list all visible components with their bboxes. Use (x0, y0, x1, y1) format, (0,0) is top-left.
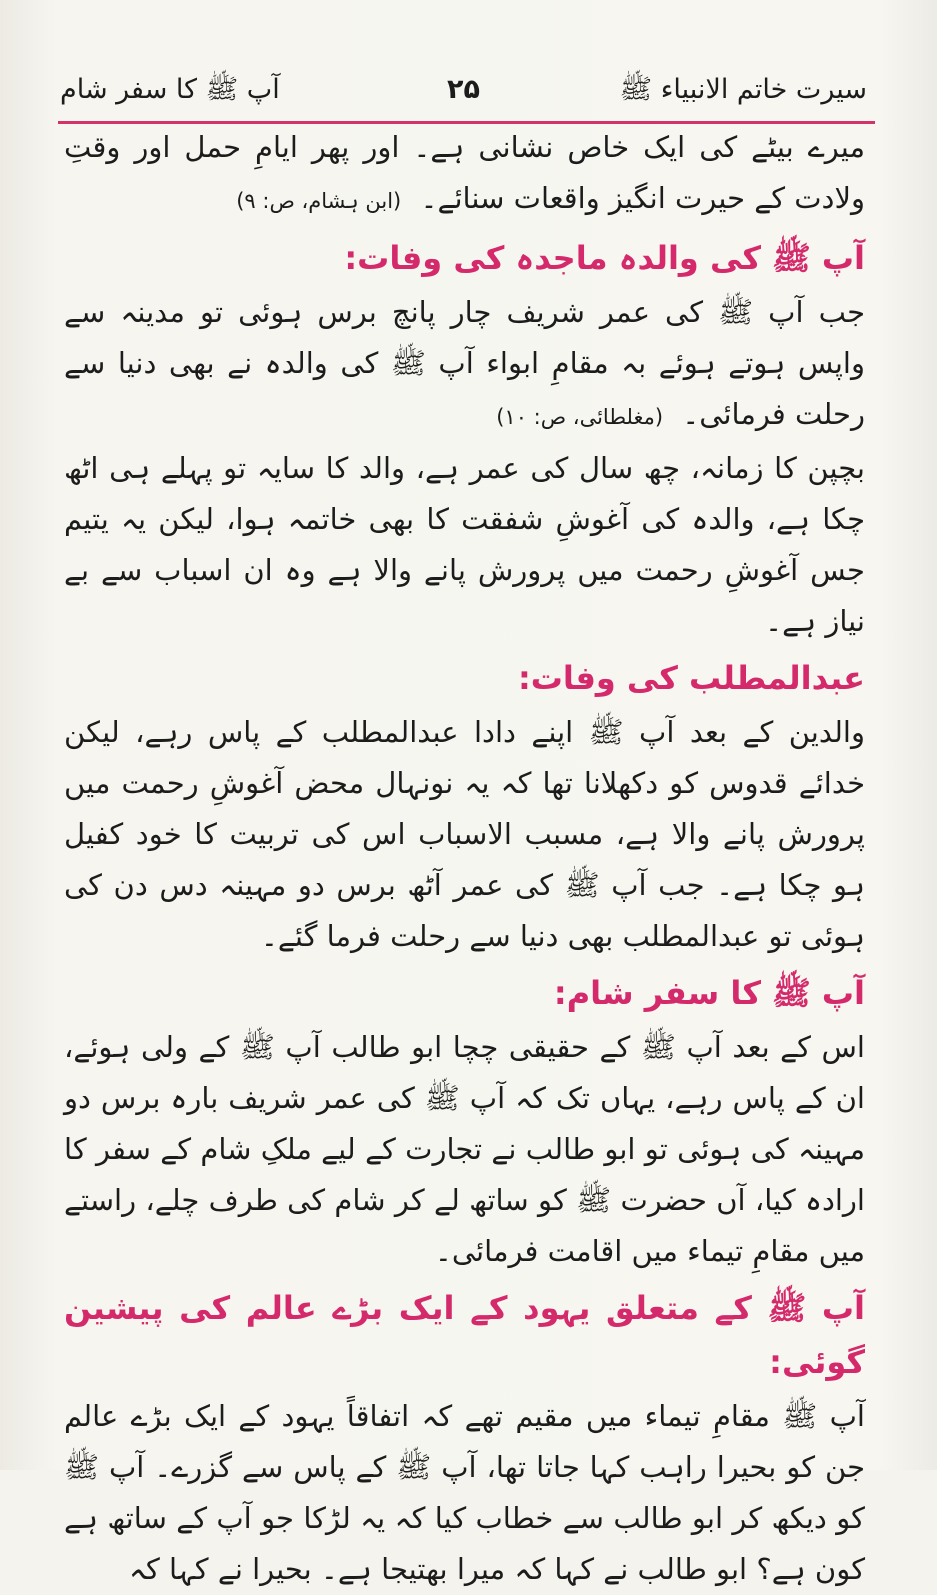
paragraph (64, 707, 865, 962)
paragraph-text: والدین کے بعد آپ ﷺ اپنے دادا عبدالمطلب کے پاس رہے، لیکن خدائے قدوس کو دکھلانا تھا کہ یہ نونہال محض آغوشِ رحمت میں پرورش پانے والا ہے، مسبب الاسباب اس کی تربیت کا خود کفیل ہو چکا ہے۔ جب آپ ﷺ کی عمر آٹھ برس دو مہینہ دس دن کی ہوئی تو عبدالمطلب بھی دنیا سے رحلت فرما گئے۔ (64, 715, 865, 953)
page-body (64, 122, 865, 1595)
section-heading: آپ ﷺ کا سفر شام: (553, 974, 865, 1012)
section-heading: آپ ﷺ کے متعلق یہود کے ایک بڑے عالم کی پیشین گوئی: (64, 1289, 865, 1381)
running-header (60, 62, 867, 122)
citation: (ابن ہشام، ص: ۹) (236, 189, 402, 213)
paragraph (64, 443, 865, 647)
paragraph-text: اس کے بعد آپ ﷺ کے حقیقی چچا ابو طالب آپ ﷺ کے ولی ہوئے، ان کے پاس رہے، یہاں تک کہ آپ ﷺ کی عمر شریف بارہ برس دو مہینہ کی ہوئی تو ابو طالب نے تجارت کے لیے ملکِ شام کے سفر کا ارادہ کیا، آں حضرت ﷺ کو ساتھ لے کر شام کی طرف چلے، راستے میں مقامِ تیماء میں اقامت فرمائی۔ (64, 1030, 865, 1268)
page-number: ۲۵ (447, 74, 480, 105)
paragraph (64, 287, 865, 443)
paragraph (64, 1391, 865, 1595)
paragraph-text: آپ ﷺ مقامِ تیماء میں مقیم تھے کہ اتفاقاً یہود کے ایک بڑے عالم جن کو بحیرا راہب کہا جاتا تھا، آپ ﷺ کے پاس سے گزرے۔ آپ ﷺ کو دیکھ کر ابو طالب سے خطاب کیا کہ یہ لڑکا جو آپ کے ساتھ ہے کون ہے؟ ابو طالب نے کہا کہ میرا بھتیجا ہے۔ بحیرا نے کہا کہ (64, 1399, 865, 1586)
paragraph (64, 122, 865, 227)
section-heading: آپ ﷺ کی والدہ ماجدہ کی وفات: (344, 239, 865, 277)
citation: (مغلطائی، ص: ۱۰) (496, 405, 664, 429)
chapter-title: آپ ﷺ کا سفر شام (60, 74, 280, 105)
section-heading: عبدالمطلب کی وفات: (517, 659, 865, 697)
paragraph-text: بچپن کا زمانہ، چھ سال کی عمر ہے، والد کا سایہ تو پہلے ہی اٹھ چکا ہے، والدہ کی آغوشِ شفقت کا بھی خاتمہ ہوا، لیکن یہ یتیم جس آغوشِ رحمت میں پرورش پانے والا ہے وہ ان اسباب سے بے نیاز ہے۔ (64, 451, 865, 638)
paragraph (64, 1022, 865, 1277)
paragraph-text: جب آپ ﷺ کی عمر شریف چار پانچ برس ہوئی تو مدینہ سے واپس ہوتے ہوئے بہ مقامِ ابواء آپ ﷺ کی والدہ نے بھی دنیا سے رحلت فرمائی۔ (64, 295, 865, 431)
book-title: سیرت خاتم الانبیاء ﷺ (619, 74, 867, 105)
paragraph-text: میرے بیٹے کی ایک خاص نشانی ہے۔ اور پھر ایامِ حمل اور وقتِ ولادت کے حیرت انگیز واقعات سنائے۔ (64, 130, 865, 215)
